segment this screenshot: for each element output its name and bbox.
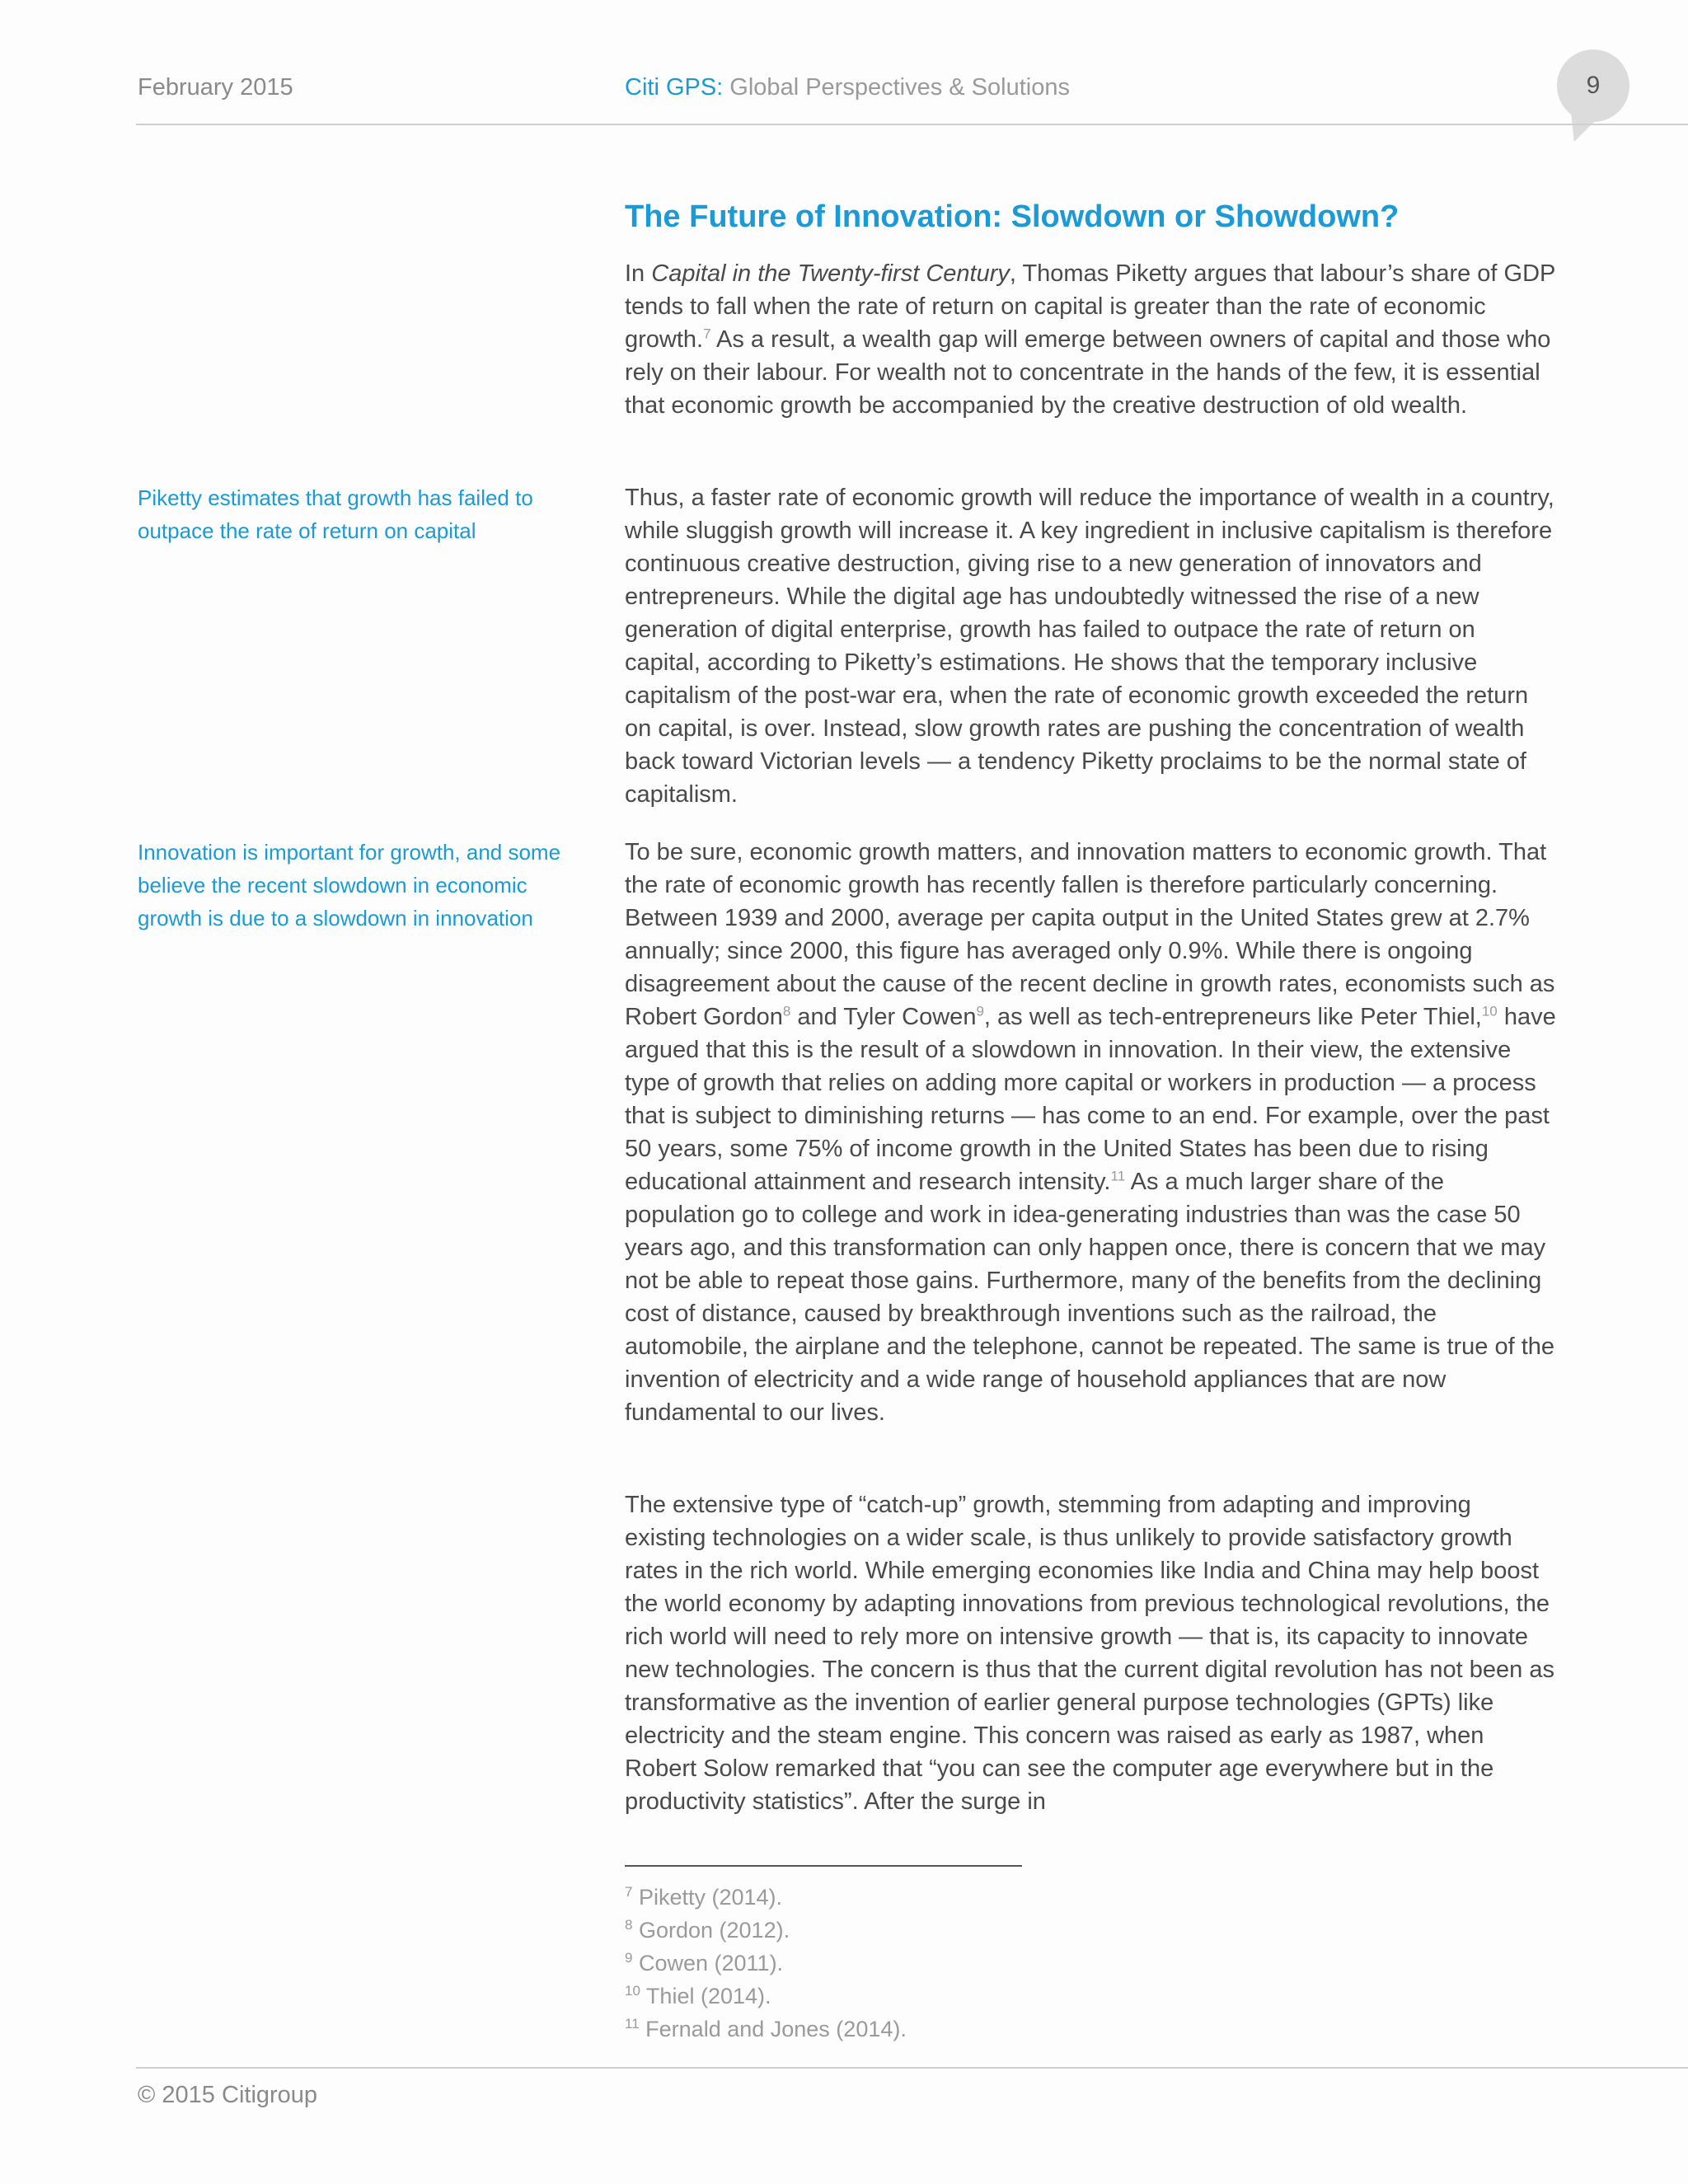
- footnote-item: [625, 1947, 1284, 1980]
- header-brand: Citi GPS:: [625, 74, 724, 101]
- footnote-text: Fernald and Jones (2014).: [639, 2017, 907, 2041]
- sidebar-note-piketty: Piketty estimates that growth has failed to outpace the rate of return on capital: [138, 485, 533, 543]
- footnote-ref[interactable]: 8: [782, 1003, 791, 1019]
- footnote-item: [625, 2013, 1284, 2046]
- page-number-badge: 9: [1557, 49, 1629, 122]
- header-publication-name: Global Perspectives & Solutions: [723, 74, 1070, 101]
- footnote-ref[interactable]: 7: [703, 326, 711, 342]
- text-span: have argued that this is the result of a slowdown in innovation. In their view, the extensive type of growth that relies on adding more capital or workers in production — a process that is subject to diminishing returns — has come to an end. For example, over the past 50 years, some 75% of income growth in the United States has been due to rising educational attainment and research intensity.: [625, 1004, 1556, 1195]
- page-title: The Future of Innovation: Slowdown or Showdown?: [625, 199, 1400, 234]
- footer-copyright: © 2015 Citigroup: [138, 2082, 318, 2108]
- footnote-item: [625, 1881, 1284, 1914]
- footnote-item: [625, 1980, 1284, 2013]
- footnote-item: [625, 1914, 1284, 1947]
- footnote-text: Piketty (2014).: [632, 1885, 783, 1910]
- footer-divider: [136, 2067, 1688, 2069]
- footnote-number: 9: [625, 1950, 633, 1966]
- paragraph-1: [625, 257, 1556, 422]
- paragraph-4-text: The extensive type of “catch-up” growth, stemming from adapting and improving existing technologies on a wider scale, is thus unlikely to provide satisfactory growth rates in the rich world. While emerging economies like India and China may help boost the world economy by adapting innovations from previous technological revolutions, the rich world will need to rely more on intensive growth — that is, its capacity to innovate new technologies. The concern is thus that the current digital revolution has not been as transformative as the invention of earlier general purpose technologies (GPTs) like electricity and the steam engine. This concern was raised as early as 1987, when Robert Solow remarked that “you can see the computer age everywhere but in the productivity statistics”. After the surge in: [625, 1492, 1554, 1815]
- page-badge-tail: [1561, 114, 1602, 142]
- paragraph-2-text: Thus, a faster rate of economic growth will reduce the importance of wealth in a country, while sluggish growth will increase it. A key ingredient in inclusive capitalism is therefore continuous creative destruction, giving rise to a new generation of innovators and entrepreneurs. While the digital age has undoubtedly witnessed the rise of a new generation of digital enterprise, growth has failed to outpace the rate of return on capital, according to Piketty’s estimations. He shows that the temporary inclusive capitalism of the post-war era, when the rate of economic growth exceeded the return on capital, is over. Instead, slow growth rates are pushing the concentration of wealth back toward Victorian levels — a tendency Piketty proclaims to be the normal state of capitalism.: [625, 485, 1554, 808]
- footnote-number: 7: [625, 1884, 633, 1900]
- paragraph-3: [625, 836, 1556, 1429]
- footnote-ref[interactable]: 10: [1481, 1003, 1498, 1019]
- footnote-number: 10: [625, 1983, 640, 1999]
- footnote-text: Thiel (2014).: [640, 1984, 771, 2008]
- book-title: Capital in the Twenty-first Century: [651, 260, 1010, 287]
- text-span: As a much larger share of the population go to college and work in idea-generating industries than was the case 50 years ago, and this transformation can only happen once, there is concern that we may not be able to repeat those gains. Furthermore, many of the benefits from the declining cost of distance, caused by breakthrough inventions such as the railroad, the automobile, the airplane and the telephone, cannot be repeated. The same is true of the invention of electricity and a wide range of household appliances that are now fundamental to our lives.: [625, 1169, 1555, 1426]
- footnote-number: 11: [625, 2016, 640, 2032]
- header-publication: [625, 74, 1070, 101]
- text-span: In: [625, 260, 652, 287]
- text-span: As a result, a wealth gap will emerge between owners of capital and those who rely on their labour. For wealth not to concentrate in the hands of the few, it is essential that economic growth be accompanied by the creative destruction of old wealth.: [625, 326, 1551, 419]
- text-span: , as well as tech-entrepreneurs like Peter Thiel,: [983, 1004, 1482, 1030]
- sidebar-note-innovation: Innovation is important for growth, and some believe the recent slowdown in economic growth is due to a slowdown in innovation: [138, 840, 561, 930]
- paragraph-2: [625, 481, 1556, 811]
- text-span: , Thomas Piketty argues that labour’s share of GDP tends to fall when the rate of return on capital is greater than the rate of economic growth.: [625, 260, 1555, 353]
- footnote-text: Cowen (2011).: [632, 1951, 784, 1975]
- footnote-ref[interactable]: 9: [976, 1003, 984, 1019]
- footnote-divider: [625, 1865, 1022, 1867]
- header-divider: [136, 124, 1688, 125]
- footnote-text: Gordon (2012).: [632, 1918, 790, 1943]
- text-span: To be sure, economic growth matters, and innovation matters to economic growth. That the rate of economic growth has recently fallen is therefore particularly concerning. Between 1939 and 2000, average per capita output in the United States grew at 2.7% annually; since 2000, this figure has averaged only 0.9%. While there is ongoing disagreement about the cause of the recent decline in growth rates, economists such as Robert Gordon: [625, 839, 1555, 1030]
- header-date: February 2015: [138, 74, 293, 101]
- footnote-ref[interactable]: 11: [1110, 1168, 1126, 1184]
- text-span: and Tyler Cowen: [790, 1004, 977, 1030]
- paragraph-4: [625, 1488, 1556, 1818]
- footnote-list: [625, 1881, 1284, 2046]
- footnote-number: 8: [625, 1917, 633, 1933]
